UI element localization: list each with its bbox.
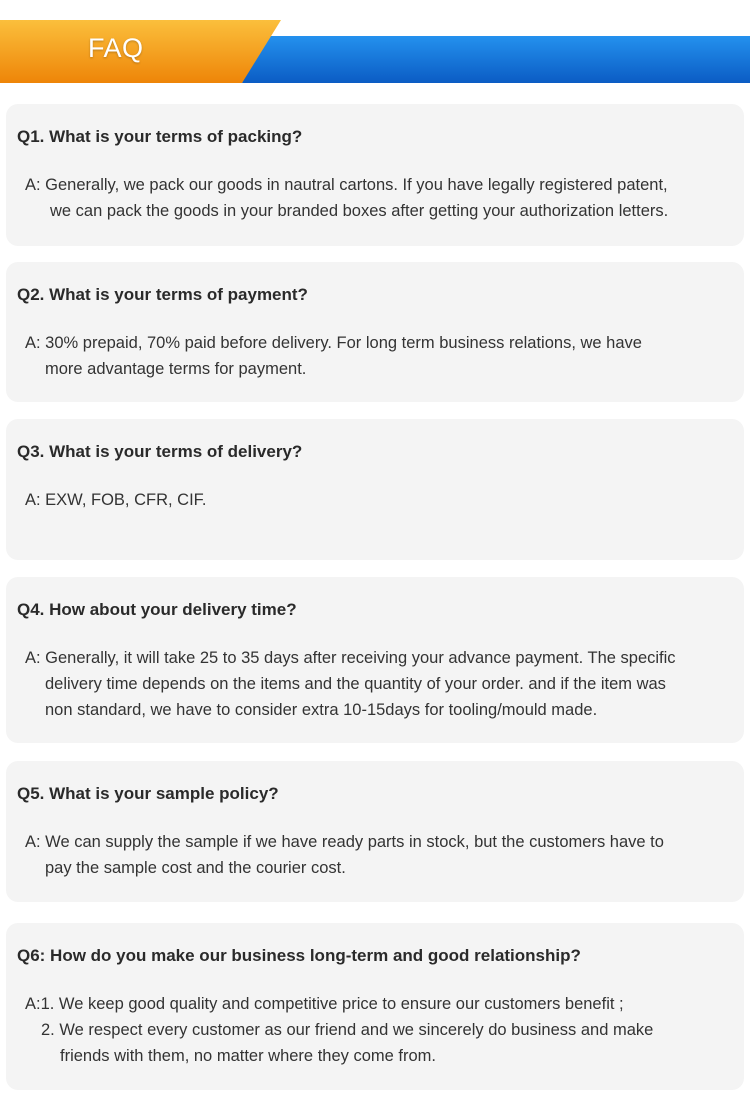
answer-line: more advantage terms for payment. bbox=[45, 360, 307, 378]
faq-card-2 bbox=[6, 262, 744, 402]
faq-card-4 bbox=[6, 577, 744, 743]
faq-answer-5 bbox=[25, 829, 664, 881]
page-title: FAQ bbox=[88, 33, 144, 63]
faq-question-2: Q2. What is your terms of payment? bbox=[17, 285, 308, 304]
answer-line: A: Generally, it will take 25 to 35 days after receiving your advance payment. The specific bbox=[25, 649, 676, 667]
faq-banner bbox=[0, 0, 750, 90]
answer-line: A: We can supply the sample if we have ready parts in stock, but the customers have to bbox=[25, 833, 664, 851]
answer-line: A: EXW, FOB, CFR, CIF. bbox=[25, 491, 207, 509]
banner-blue-stripe bbox=[242, 36, 750, 83]
faq-question-4: Q4. How about your delivery time? bbox=[17, 600, 297, 619]
faq-question-1: Q1. What is your terms of packing? bbox=[17, 127, 303, 146]
faq-question-6: Q6: How do you make our business long-term and good relationship? bbox=[17, 946, 581, 965]
faq-card-3 bbox=[6, 419, 744, 560]
answer-line: non standard, we have to consider extra 10-15days for tooling/mould made. bbox=[45, 701, 598, 719]
faq-card-5 bbox=[6, 761, 744, 902]
faq-answer-3 bbox=[25, 487, 207, 513]
answer-line: we can pack the goods in your branded boxes after getting your authorization letters. bbox=[50, 202, 669, 220]
faq-question-3: Q3. What is your terms of delivery? bbox=[17, 442, 303, 461]
faq-answer-4 bbox=[25, 645, 676, 723]
faq-answer-1 bbox=[25, 172, 668, 224]
faq-question-5: Q5. What is your sample policy? bbox=[17, 784, 279, 803]
answer-line: delivery time depends on the items and the quantity of your order. and if the item was bbox=[45, 675, 666, 693]
answer-line: A:1. We keep good quality and competitive price to ensure our customers benefit ; bbox=[25, 995, 624, 1013]
faq-answer-2 bbox=[25, 330, 642, 382]
faq-card-1 bbox=[6, 104, 744, 246]
answer-line: pay the sample cost and the courier cost. bbox=[45, 859, 346, 877]
answer-line: A: 30% prepaid, 70% paid before delivery. For long term business relations, we have bbox=[25, 334, 642, 352]
answer-line: friends with them, no matter where they come from. bbox=[60, 1047, 436, 1065]
faq-answer-6 bbox=[25, 991, 653, 1069]
answer-line: 2. We respect every customer as our friend and we sincerely do business and make bbox=[41, 1021, 654, 1039]
answer-line: A: Generally, we pack our goods in nautral cartons. If you have legally registered patent, bbox=[25, 176, 668, 194]
faq-card-6 bbox=[6, 923, 744, 1090]
